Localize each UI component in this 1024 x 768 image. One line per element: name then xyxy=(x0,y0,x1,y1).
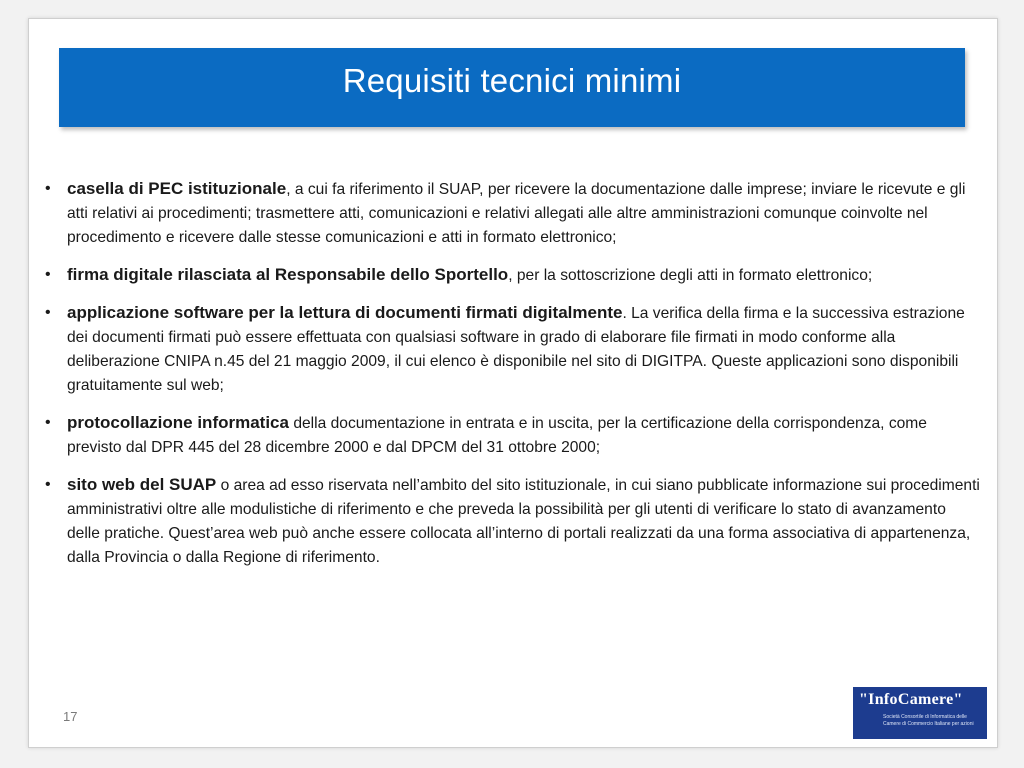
item-lead: sito web del SUAP xyxy=(67,475,217,494)
list-item xyxy=(43,177,983,250)
item-lead: casella di PEC istituzionale xyxy=(67,179,287,198)
list-item xyxy=(43,473,983,570)
infocamere-logo xyxy=(853,687,987,739)
bullet: • xyxy=(45,180,51,197)
item-text: o area ad esso riservata nell’ambito del sito istituzionale, in cui siano pubblicate informazione sui procedimenti amministrativi oltre alle modulistiche di riferimento e che preveda la possibilità per gli utenti di verificare lo stato di avanzamento delle pratiche. Quest’area web può anche essere collocata all’interno di portali realizzati da una forma associativa di appartenenza, dalla Provincia o dalla Regione di riferimento. xyxy=(67,477,980,566)
slide-title: Requisiti tecnici minimi xyxy=(342,62,682,99)
item-text: , a cui fa riferimento il SUAP, per ricevere la documentazione dalle imprese; inviare le ricevute e gli atti relativi ai procedimenti; trasmettere atti, comunicazioni e relativi allegati alle altre amministrazioni comunque coinvolte nel procedimento e ricevere dalle stesse comunicazioni e atti in formato elettronico; xyxy=(67,181,966,246)
list-item xyxy=(43,301,983,398)
slide xyxy=(28,18,998,748)
logo-subtitle: Società Consortile di Informatica delle Camere di Commercio Italiane per azioni xyxy=(883,714,974,727)
bullet: • xyxy=(45,414,51,431)
item-text: della documentazione in entrata e in uscita, per la certificazione della corrispondenza, come previsto dal DPR 445 del 28 dicembre 2000 e dal DPCM del 31 ottobre 2000; xyxy=(67,415,927,456)
title-banner xyxy=(59,48,965,127)
bullet: • xyxy=(45,476,51,493)
page-number: 17 xyxy=(63,709,78,724)
logo-name: "InfoCamere" xyxy=(859,691,963,708)
list-item xyxy=(43,263,983,288)
item-text: . La verifica della firma e la successiva estrazione dei documenti firmati può essere effettuata con qualsiasi software in grado di elaborare file firmati in modo conforme alla deliberazione CNIPA n.45 del 21 maggio 2009, il cui elenco è disponibile nel sito di DIGITPA. Queste applicazioni sono disponibili gratuitamente sul web; xyxy=(67,305,965,394)
item-lead: applicazione software per la lettura di documenti firmati digitalmente xyxy=(67,303,623,322)
item-lead: firma digitale rilasciata al Responsabile dello Sportello xyxy=(67,265,509,284)
bullet: • xyxy=(45,266,51,283)
bullet: • xyxy=(45,304,51,321)
item-text: , per la sottoscrizione degli atti in formato elettronico; xyxy=(508,267,873,284)
list-item xyxy=(43,411,983,460)
requirements-list xyxy=(43,177,983,583)
item-lead: protocollazione informatica xyxy=(67,413,289,432)
